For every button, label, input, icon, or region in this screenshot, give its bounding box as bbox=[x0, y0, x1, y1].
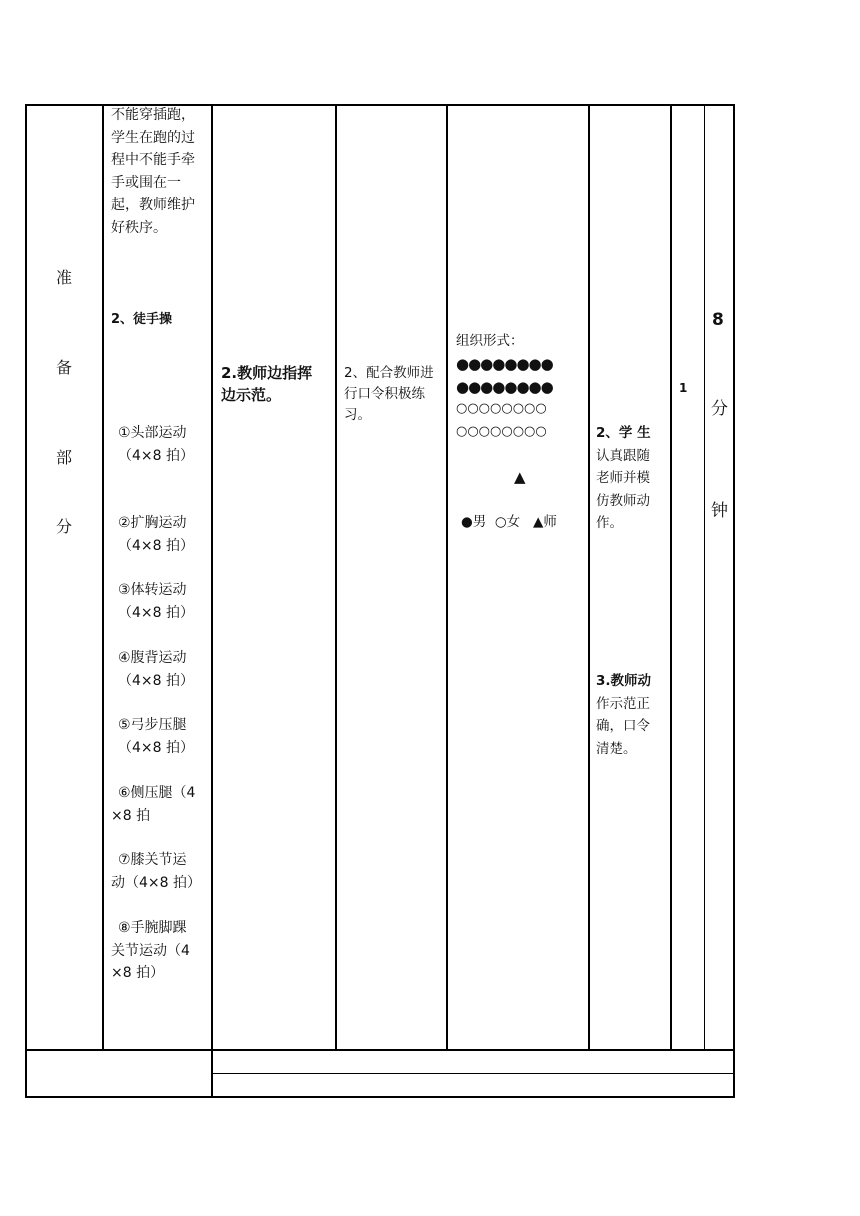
exercise-beat: 动（4×8 拍） bbox=[111, 874, 201, 891]
exercise-item bbox=[118, 512, 214, 557]
table-inner-divider bbox=[212, 1073, 734, 1074]
formation-legend: ●男 ○女 ▲师 bbox=[461, 514, 557, 530]
exercise-name: ⑥侧压腿（4 bbox=[118, 785, 196, 801]
section-char-2: 备 bbox=[56, 358, 73, 377]
section-char-3: 部 bbox=[56, 448, 73, 467]
exercise-item bbox=[111, 917, 214, 985]
time-unit-2: 钟 bbox=[711, 501, 728, 521]
student-activity bbox=[344, 363, 434, 426]
exercise-beat: （4×8 拍） bbox=[118, 447, 194, 464]
exercise-item bbox=[118, 422, 214, 467]
intro-line: 手或围在一 bbox=[111, 174, 181, 191]
exercise-name: ④腹背运动 bbox=[118, 650, 187, 666]
exercise-beat: （4×8 拍） bbox=[118, 604, 194, 621]
requirement-line: 作。 bbox=[596, 515, 623, 531]
content-heading: 2、徒手操 bbox=[111, 312, 173, 327]
exercise-beat: （4×8 拍） bbox=[118, 739, 194, 756]
col-border-7 bbox=[704, 104, 705, 1050]
exercise-beat: （4×8 拍） bbox=[118, 672, 194, 689]
col-border-1 bbox=[102, 104, 104, 1050]
formation-row-girls: ○○○○○○○○ bbox=[456, 423, 547, 439]
requirement-line: 2、学 生 bbox=[596, 425, 651, 441]
time-unit-1: 分 bbox=[711, 399, 728, 419]
formation-grid bbox=[456, 353, 553, 443]
col-border-left bbox=[25, 104, 27, 1098]
student-line: 行口令积极练 bbox=[344, 386, 425, 402]
requirement-line: 仿教师动 bbox=[596, 492, 650, 509]
requirement-line: 认真跟随 bbox=[596, 447, 650, 464]
exercise-name: ②扩胸运动 bbox=[118, 515, 187, 531]
teacher-position-icon: ▲ bbox=[514, 468, 526, 486]
repetition-count: 1 bbox=[679, 381, 688, 395]
col-border-4 bbox=[446, 104, 448, 1050]
intro-line: 学生在跑的过 bbox=[111, 129, 195, 146]
col-border-6 bbox=[670, 104, 672, 1050]
exercise-item bbox=[111, 782, 214, 827]
requirement-line: 清楚。 bbox=[596, 740, 637, 757]
table-row-divider bbox=[25, 1049, 735, 1051]
formation-row-boys: ●●●●●●●● bbox=[456, 377, 553, 396]
requirement-line: 老师并模 bbox=[596, 470, 650, 486]
formation-row-boys: ●●●●●●●● bbox=[456, 355, 553, 373]
exercise-name: ③体转运动 bbox=[118, 582, 187, 598]
teacher-line: 2.教师边指挥 bbox=[221, 364, 313, 382]
intro-line: 起，教师维护 bbox=[111, 197, 195, 213]
section-char-1: 准 bbox=[56, 268, 73, 287]
requirement-3 bbox=[596, 670, 651, 760]
exercise-beat: ×8 拍 bbox=[111, 807, 151, 824]
teacher-line: 边示范。 bbox=[221, 386, 282, 404]
intro-line: 程中不能手牵 bbox=[111, 152, 195, 168]
exercise-beat: 关节运动（4 bbox=[111, 942, 190, 959]
requirement-line: 作示范正 bbox=[596, 695, 650, 712]
organization-label: 组织形式： bbox=[456, 333, 524, 349]
time-value: 8 bbox=[712, 310, 724, 330]
table-bottom-border bbox=[25, 1096, 735, 1098]
content-intro bbox=[111, 104, 209, 239]
col-border-3 bbox=[335, 104, 337, 1050]
teacher-activity bbox=[221, 362, 312, 406]
col-border-right bbox=[733, 104, 735, 1098]
student-line: 2、配合教师进 bbox=[344, 365, 434, 381]
requirement-line: 3.教师动 bbox=[596, 673, 652, 689]
exercise-item bbox=[111, 849, 214, 894]
requirement-line: 确，口令 bbox=[596, 718, 650, 734]
exercise-item bbox=[118, 714, 214, 759]
exercise-item bbox=[118, 579, 214, 624]
exercise-name: ⑤弓步压腿 bbox=[118, 717, 187, 733]
student-line: 习。 bbox=[344, 407, 371, 423]
exercise-name: ⑦膝关节运 bbox=[118, 852, 187, 868]
requirement-2 bbox=[596, 422, 651, 535]
exercise-beat: ×8 拍） bbox=[111, 965, 165, 981]
col-border-5 bbox=[588, 104, 590, 1050]
section-char-4: 分 bbox=[56, 517, 73, 536]
formation-row-girls: ○○○○○○○○ bbox=[456, 401, 547, 416]
exercise-name: ①头部运动 bbox=[118, 425, 187, 441]
exercise-beat: （4×8 拍） bbox=[118, 537, 194, 554]
intro-line: 不能穿插跑， bbox=[111, 107, 195, 123]
exercise-item bbox=[118, 647, 214, 692]
exercise-name: ⑧手腕脚踝 bbox=[118, 920, 187, 936]
intro-line: 好秩序。 bbox=[111, 219, 167, 236]
